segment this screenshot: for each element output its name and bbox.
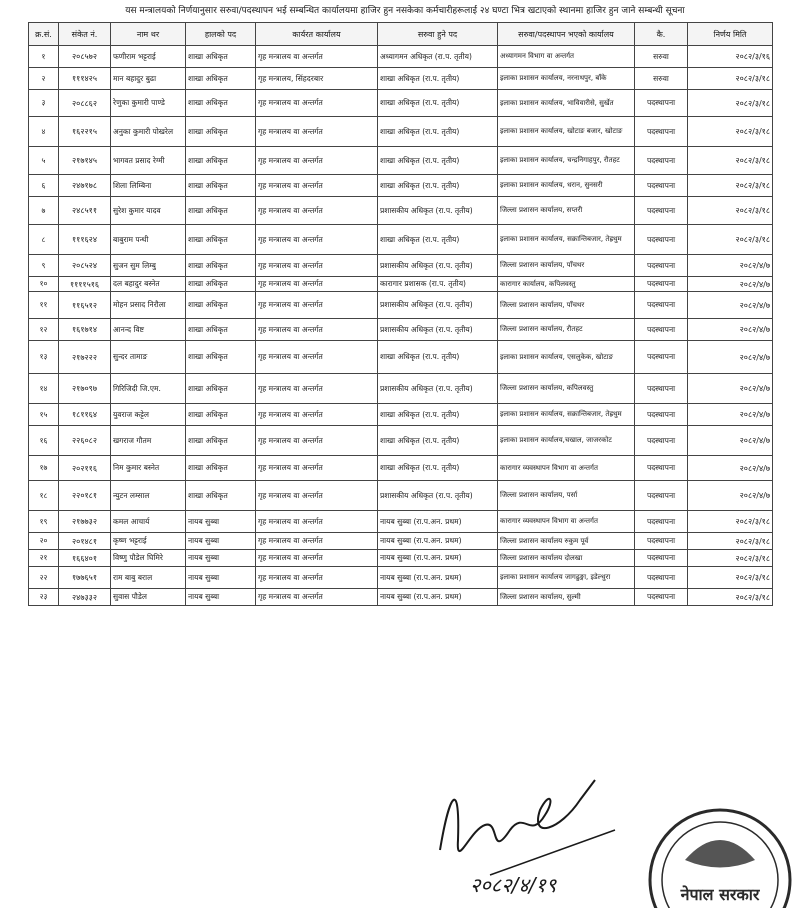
table-row (29, 341, 773, 374)
cell-name: निम कुमार बस्नेत (111, 456, 186, 481)
cell-post: शाखा अधिकृत (186, 277, 256, 292)
seal-text: नेपाल सरकार (680, 885, 760, 904)
cell-new-office: कारागार व्यवस्थापन विभाग वा अन्तर्गत (498, 456, 635, 481)
cell-new-office: इलाका प्रशासन कार्यालय, खोटाङ बजार, खोटाङ (498, 117, 635, 147)
table-row (29, 511, 773, 533)
cell-date: २०८२/३/१८ (688, 197, 773, 225)
cell-new-post: प्रशासकीय अधिकृत (रा.प. तृतीय) (378, 374, 498, 404)
cell-code: २१७१४५ (59, 147, 111, 175)
cell-date: २०८२/३/१८ (688, 567, 773, 589)
cell-post: शाखा अधिकृत (186, 374, 256, 404)
cell-new-office: इलाका प्रशासन कार्यालय, नरनाथपुर, बाँके (498, 68, 635, 90)
cell-name: शिला लिम्बिना (111, 175, 186, 197)
cell-date: २०८२/३/१८ (688, 175, 773, 197)
cell-new-office: कारागार व्यवस्थापन विभाग वा अन्तर्गत (498, 511, 635, 533)
table-row (29, 319, 773, 341)
cell-code: २२०१८१ (59, 481, 111, 511)
cell-code: १६१७१४ (59, 319, 111, 341)
table-row (29, 374, 773, 404)
header-new-office: सरुवा/पदस्थापन भएको कार्यालय (498, 23, 635, 46)
cell-sn: ११ (29, 292, 59, 319)
header-new-post: सरुवा हुने पद (378, 23, 498, 46)
cell-remark: पदस्थापना (635, 511, 688, 533)
cell-code: २०२११६ (59, 456, 111, 481)
cell-sn: १४ (29, 374, 59, 404)
cell-sn: १६ (29, 426, 59, 456)
table-row (29, 90, 773, 117)
cell-name: फणीराम भट्टराई (111, 46, 186, 68)
cell-new-post: नायब सुब्बा (रा.प.अन. प्रथम) (378, 589, 498, 606)
cell-remark: पदस्थापना (635, 277, 688, 292)
cell-date: २०८२/३/१८ (688, 117, 773, 147)
cell-office: गृह मन्त्रालय वा अन्तर्गत (256, 426, 378, 456)
cell-new-post: शाखा अधिकृत (रा.प. तृतीय) (378, 341, 498, 374)
cell-sn: ३ (29, 90, 59, 117)
cell-new-office: जिल्ला प्रशासन कार्यालय, सप्तरी (498, 197, 635, 225)
table-row (29, 456, 773, 481)
cell-date: २०८२/३/१८ (688, 533, 773, 550)
cell-sn: २० (29, 533, 59, 550)
cell-new-office: जिल्ला प्रशासन कार्यालय दोलखा (498, 550, 635, 567)
table-row (29, 68, 773, 90)
cell-new-office: इलाका प्रशासन कार्यालय, भाविवारीसे, सुर्खेत (498, 90, 635, 117)
cell-code: २१७०९७ (59, 374, 111, 404)
cell-new-office: इलाका प्रशासन कार्यालय, चन्द्रनिगाहपुर, रौतहट (498, 147, 635, 175)
table-row (29, 481, 773, 511)
cell-name: कृष्ण भट्टराई (111, 533, 186, 550)
cell-new-post: शाखा अधिकृत (रा.प. तृतीय) (378, 426, 498, 456)
cell-sn: १९ (29, 511, 59, 533)
cell-new-post: अध्यागमन अधिकृत (रा.प. तृतीय) (378, 46, 498, 68)
cell-date: २०८२/३/१८ (688, 589, 773, 606)
cell-remark: पदस्थापना (635, 456, 688, 481)
cell-date: २०८२/४/७ (688, 255, 773, 277)
cell-remark: सरुवा (635, 46, 688, 68)
cell-date: २०८२/४/७ (688, 292, 773, 319)
cell-date: २०८२/४/७ (688, 319, 773, 341)
cell-new-office: जिल्ला प्रशासन कार्यालय, पाँचथर (498, 292, 635, 319)
cell-date: २०८२/४/७ (688, 341, 773, 374)
table-row (29, 277, 773, 292)
cell-name: रेणुका कुमारी पाण्डे (111, 90, 186, 117)
cell-post: नायब सुब्बा (186, 511, 256, 533)
cell-date: २०८२/३/१८ (688, 511, 773, 533)
cell-post: शाखा अधिकृत (186, 90, 256, 117)
cell-sn: १५ (29, 404, 59, 426)
cell-new-post: शाखा अधिकृत (रा.प. तृतीय) (378, 456, 498, 481)
cell-new-office: जिल्ला प्रशासन कार्यालय, रौतहट (498, 319, 635, 341)
cell-post: नायब सुब्बा (186, 550, 256, 567)
table-row (29, 255, 773, 277)
cell-sn: ४ (29, 117, 59, 147)
cell-code: २०८५२४ (59, 255, 111, 277)
signature-date: २०८२/४/१९ (470, 873, 557, 897)
cell-office: गृह मन्त्रालय वा अन्तर्गत (256, 456, 378, 481)
cell-name: दल बहादुर बस्नेत (111, 277, 186, 292)
table-body (29, 46, 773, 606)
cell-sn: १ (29, 46, 59, 68)
header-remark: कै. (635, 23, 688, 46)
cell-office: गृह मन्त्रालय वा अन्तर्गत (256, 175, 378, 197)
cell-remark: पदस्थापना (635, 341, 688, 374)
cell-remark: पदस्थापना (635, 481, 688, 511)
cell-office: गृह मन्त्रालय वा अन्तर्गत (256, 374, 378, 404)
cell-post: शाखा अधिकृत (186, 404, 256, 426)
cell-sn: १७ (29, 456, 59, 481)
cell-sn: १० (29, 277, 59, 292)
cell-remark: पदस्थापना (635, 533, 688, 550)
header-code: संकेत नं. (59, 23, 111, 46)
cell-office: गृह मन्त्रालय वा अन्तर्गत (256, 341, 378, 374)
cell-post: नायब सुब्बा (186, 533, 256, 550)
cell-new-office: जिल्ला प्रशासन कार्यालय रुकुम पूर्व (498, 533, 635, 550)
cell-code: २१७७३२ (59, 511, 111, 533)
cell-code: १११६२४ (59, 225, 111, 255)
cell-new-post: शाखा अधिकृत (रा.प. तृतीय) (378, 117, 498, 147)
cell-office: गृह मन्त्रालय वा अन्तर्गत (256, 90, 378, 117)
table-row (29, 117, 773, 147)
cell-name: गिरिजिदी जि.एम. (111, 374, 186, 404)
table-header-row (29, 23, 773, 46)
cell-date: २०८२/३/१८ (688, 550, 773, 567)
cell-new-office: इलाका प्रशासन कार्यालय, सक्रान्तिबजार, तेह्रथुम (498, 404, 635, 426)
cell-remark: पदस्थापना (635, 255, 688, 277)
cell-new-office: इलाका प्रशासन कार्यालय, एसलुकेक, खोटाङ (498, 341, 635, 374)
transfer-table (28, 22, 773, 606)
cell-post: शाखा अधिकृत (186, 175, 256, 197)
table-row (29, 533, 773, 550)
cell-new-post: प्रशासकीय अधिकृत (रा.प. तृतीय) (378, 255, 498, 277)
cell-new-post: प्रशासकीय अधिकृत (रा.प. तृतीय) (378, 292, 498, 319)
cell-name: बाबुराम पन्थी (111, 225, 186, 255)
cell-post: शाखा अधिकृत (186, 292, 256, 319)
cell-office: गृह मन्त्रालय वा अन्तर्गत (256, 481, 378, 511)
cell-name: सुवास पौडेल (111, 589, 186, 606)
cell-new-post: नायब सुब्बा (रा.प.अन. प्रथम) (378, 567, 498, 589)
table-row (29, 197, 773, 225)
cell-new-office: जिल्ला प्रशासन कार्यालय, कपिलवस्तु (498, 374, 635, 404)
header-date: निर्णय मिति (688, 23, 773, 46)
cell-new-post: नायब सुब्बा (रा.प.अन. प्रथम) (378, 511, 498, 533)
cell-new-office: जिल्ला प्रशासन कार्यालय, सुल्मी (498, 589, 635, 606)
cell-office: गृह मन्त्रालय वा अन्तर्गत (256, 46, 378, 68)
cell-new-post: कारागार प्रशासक (रा.प. तृतीय) (378, 277, 498, 292)
cell-sn: १२ (29, 319, 59, 341)
cell-office: गृह मन्त्रालय वा अन्तर्गत (256, 404, 378, 426)
cell-date: २०८२/३/१६ (688, 46, 773, 68)
cell-new-office: इलाका प्रशासन कार्यालय,चखाल, जाजरकोट (498, 426, 635, 456)
cell-sn: २ (29, 68, 59, 90)
cell-office: गृह मन्त्रालय वा अन्तर्गत (256, 277, 378, 292)
cell-name: राम बाबु बराल (111, 567, 186, 589)
cell-sn: ८ (29, 225, 59, 255)
cell-remark: पदस्थापना (635, 426, 688, 456)
cell-sn: ५ (29, 147, 59, 175)
cell-code: १६६४०१ (59, 550, 111, 567)
cell-code: २२६०८२ (59, 426, 111, 456)
header-name: नाम थर (111, 23, 186, 46)
cell-remark: पदस्थापना (635, 550, 688, 567)
cell-office: गृह मन्त्रालय वा अन्तर्गत (256, 511, 378, 533)
cell-post: शाखा अधिकृत (186, 255, 256, 277)
cell-new-office: जिल्ला प्रशासन कार्यालय, पर्सा (498, 481, 635, 511)
cell-date: २०८२/४/७ (688, 404, 773, 426)
cell-post: शाखा अधिकृत (186, 426, 256, 456)
cell-name: भागवत प्रसाद रेग्मी (111, 147, 186, 175)
cell-post: शाखा अधिकृत (186, 319, 256, 341)
cell-office: गृह मन्त्रालय वा अन्तर्गत (256, 117, 378, 147)
cell-remark: पदस्थापना (635, 90, 688, 117)
cell-post: शाखा अधिकृत (186, 147, 256, 175)
header-post: हालको पद (186, 23, 256, 46)
cell-code: २०१४८१ (59, 533, 111, 550)
cell-office: गृह मन्त्रालय वा अन्तर्गत (256, 255, 378, 277)
cell-sn: ७ (29, 197, 59, 225)
header-sn: क्र.सं. (29, 23, 59, 46)
cell-date: २०८२/४/७ (688, 456, 773, 481)
cell-date: २०८२/४/७ (688, 277, 773, 292)
cell-name: विष्णु पौडेल घिमिरे (111, 550, 186, 567)
cell-sn: ६ (29, 175, 59, 197)
cell-remark: पदस्थापना (635, 319, 688, 341)
cell-new-office: इलाका प्रशासन कार्यालय, सक्रान्तिबजार, तेह्रथुम (498, 225, 635, 255)
cell-remark: पदस्थापना (635, 147, 688, 175)
cell-sn: २१ (29, 550, 59, 567)
cell-post: नायब सुब्बा (186, 567, 256, 589)
cell-name: सुजन सुम लिम्बु (111, 255, 186, 277)
cell-new-office: जिल्ला प्रशासन कार्यालय, पाँचथर (498, 255, 635, 277)
table-row (29, 589, 773, 606)
table-row (29, 404, 773, 426)
cell-new-post: शाखा अधिकृत (रा.प. तृतीय) (378, 68, 498, 90)
cell-name: मोहन प्रसाद निरौला (111, 292, 186, 319)
cell-date: २०८२/३/१८ (688, 225, 773, 255)
cell-remark: पदस्थापना (635, 292, 688, 319)
cell-name: सुरेश कुमार यादव (111, 197, 186, 225)
cell-remark: पदस्थापना (635, 589, 688, 606)
cell-name: खगराज गौतम (111, 426, 186, 456)
cell-code: १८११६४ (59, 404, 111, 426)
cell-post: शाखा अधिकृत (186, 117, 256, 147)
cell-new-office: कारागार कार्यालय, कपिलवस्तु (498, 277, 635, 292)
table-row (29, 567, 773, 589)
cell-code: २०८८६२ (59, 90, 111, 117)
cell-post: शाखा अधिकृत (186, 341, 256, 374)
cell-code: ११११५१६ (59, 277, 111, 292)
cell-code: २४७३३२ (59, 589, 111, 606)
notice-heading: यस मन्त्रालयको निर्णयानुसार सरुवा/पदस्थापन भई सम्बन्धित कार्यालयमा हाजिर हुन नसकेका कर्मचारीहरूलाई २४ घण्टा भित्र खटाएको स्थानमा हाजिर हुन जाने सम्बन्धी सूचना (125, 6, 685, 16)
cell-date: २०८२/३/१८ (688, 90, 773, 117)
cell-office: गृह मन्त्रालय वा अन्तर्गत (256, 567, 378, 589)
cell-remark: पदस्थापना (635, 567, 688, 589)
cell-post: शाखा अधिकृत (186, 68, 256, 90)
cell-new-post: शाखा अधिकृत (रा.प. तृतीय) (378, 225, 498, 255)
cell-office: गृह मन्त्रालय वा अन्तर्गत (256, 225, 378, 255)
cell-office: गृह मन्त्रालय वा अन्तर्गत (256, 292, 378, 319)
cell-remark: पदस्थापना (635, 197, 688, 225)
cell-date: २०८२/३/१८ (688, 68, 773, 90)
table-row (29, 292, 773, 319)
cell-office: गृह मन्त्रालय वा अन्तर्गत (256, 589, 378, 606)
cell-new-office: अध्यागमन विभाग वा अन्तर्गत (498, 46, 635, 68)
table-row (29, 426, 773, 456)
government-seal (640, 800, 800, 908)
cell-post: नायब सुब्बा (186, 589, 256, 606)
cell-remark: पदस्थापना (635, 175, 688, 197)
cell-new-post: प्रशासकीय अधिकृत (रा.प. तृतीय) (378, 319, 498, 341)
cell-new-post: शाखा अधिकृत (रा.प. तृतीय) (378, 175, 498, 197)
cell-office: गृह मन्त्रालय वा अन्तर्गत (256, 319, 378, 341)
cell-name: आनन्द विष्ट (111, 319, 186, 341)
cell-remark: पदस्थापना (635, 404, 688, 426)
cell-name: कमल आचार्य (111, 511, 186, 533)
cell-date: २०८२/३/१८ (688, 147, 773, 175)
cell-new-post: शाखा अधिकृत (रा.प. तृतीय) (378, 90, 498, 117)
cell-code: २१७२२२ (59, 341, 111, 374)
cell-new-post: नायब सुब्बा (रा.प.अन. प्रथम) (378, 533, 498, 550)
cell-sn: ९ (29, 255, 59, 277)
cell-office: गृह मन्त्रालय, सिंहदरबार (256, 68, 378, 90)
cell-code: १६२२१५ (59, 117, 111, 147)
table-row (29, 147, 773, 175)
cell-date: २०८२/४/७ (688, 481, 773, 511)
table-row (29, 46, 773, 68)
cell-name: अनुका कुमारी पोखरेल (111, 117, 186, 147)
cell-date: २०८२/४/७ (688, 374, 773, 404)
cell-sn: १८ (29, 481, 59, 511)
cell-new-post: शाखा अधिकृत (रा.प. तृतीय) (378, 147, 498, 175)
cell-remark: पदस्थापना (635, 374, 688, 404)
cell-new-post: नायब सुब्बा (रा.प.अन. प्रथम) (378, 550, 498, 567)
cell-sn: २२ (29, 567, 59, 589)
header-office: कार्यरत कार्यालय (256, 23, 378, 46)
cell-code: १११४२५ (59, 68, 111, 90)
table-row (29, 225, 773, 255)
table-row (29, 550, 773, 567)
cell-name: न्युटन लम्साल (111, 481, 186, 511)
table-row (29, 175, 773, 197)
cell-code: १७७६५१ (59, 567, 111, 589)
signature (430, 770, 630, 900)
cell-name: सुन्दर तामाङ (111, 341, 186, 374)
cell-code: २४७१७८ (59, 175, 111, 197)
cell-sn: १३ (29, 341, 59, 374)
cell-post: शाखा अधिकृत (186, 197, 256, 225)
cell-sn: २३ (29, 589, 59, 606)
cell-remark: पदस्थापना (635, 117, 688, 147)
cell-code: ११६५१२ (59, 292, 111, 319)
cell-new-post: प्रशासकीय अधिकृत (रा.प. तृतीय) (378, 481, 498, 511)
cell-office: गृह मन्त्रालय वा अन्तर्गत (256, 197, 378, 225)
cell-post: शाखा अधिकृत (186, 46, 256, 68)
cell-code: २४८५११ (59, 197, 111, 225)
cell-post: शाखा अधिकृत (186, 481, 256, 511)
cell-new-post: शाखा अधिकृत (रा.प. तृतीय) (378, 404, 498, 426)
cell-date: २०८२/४/७ (688, 426, 773, 456)
cell-post: शाखा अधिकृत (186, 225, 256, 255)
cell-new-post: प्रशासकीय अधिकृत (रा.प. तृतीय) (378, 197, 498, 225)
cell-name: मान बहादुर बुढा (111, 68, 186, 90)
cell-name: युवराज कट्टेल (111, 404, 186, 426)
cell-office: गृह मन्त्रालय वा अन्तर्गत (256, 550, 378, 567)
cell-office: गृह मन्त्रालय वा अन्तर्गत (256, 147, 378, 175)
cell-code: २०८५७२ (59, 46, 111, 68)
cell-remark: सरुवा (635, 68, 688, 90)
cell-new-office: इलाका प्रशासन कार्यालय जागढुङ्गा, इडेल्धुरा (498, 567, 635, 589)
cell-new-office: इलाका प्रशासन कार्यालय, धरान, सुनसरी (498, 175, 635, 197)
cell-office: गृह मन्त्रालय वा अन्तर्गत (256, 533, 378, 550)
cell-remark: पदस्थापना (635, 225, 688, 255)
cell-post: शाखा अधिकृत (186, 456, 256, 481)
